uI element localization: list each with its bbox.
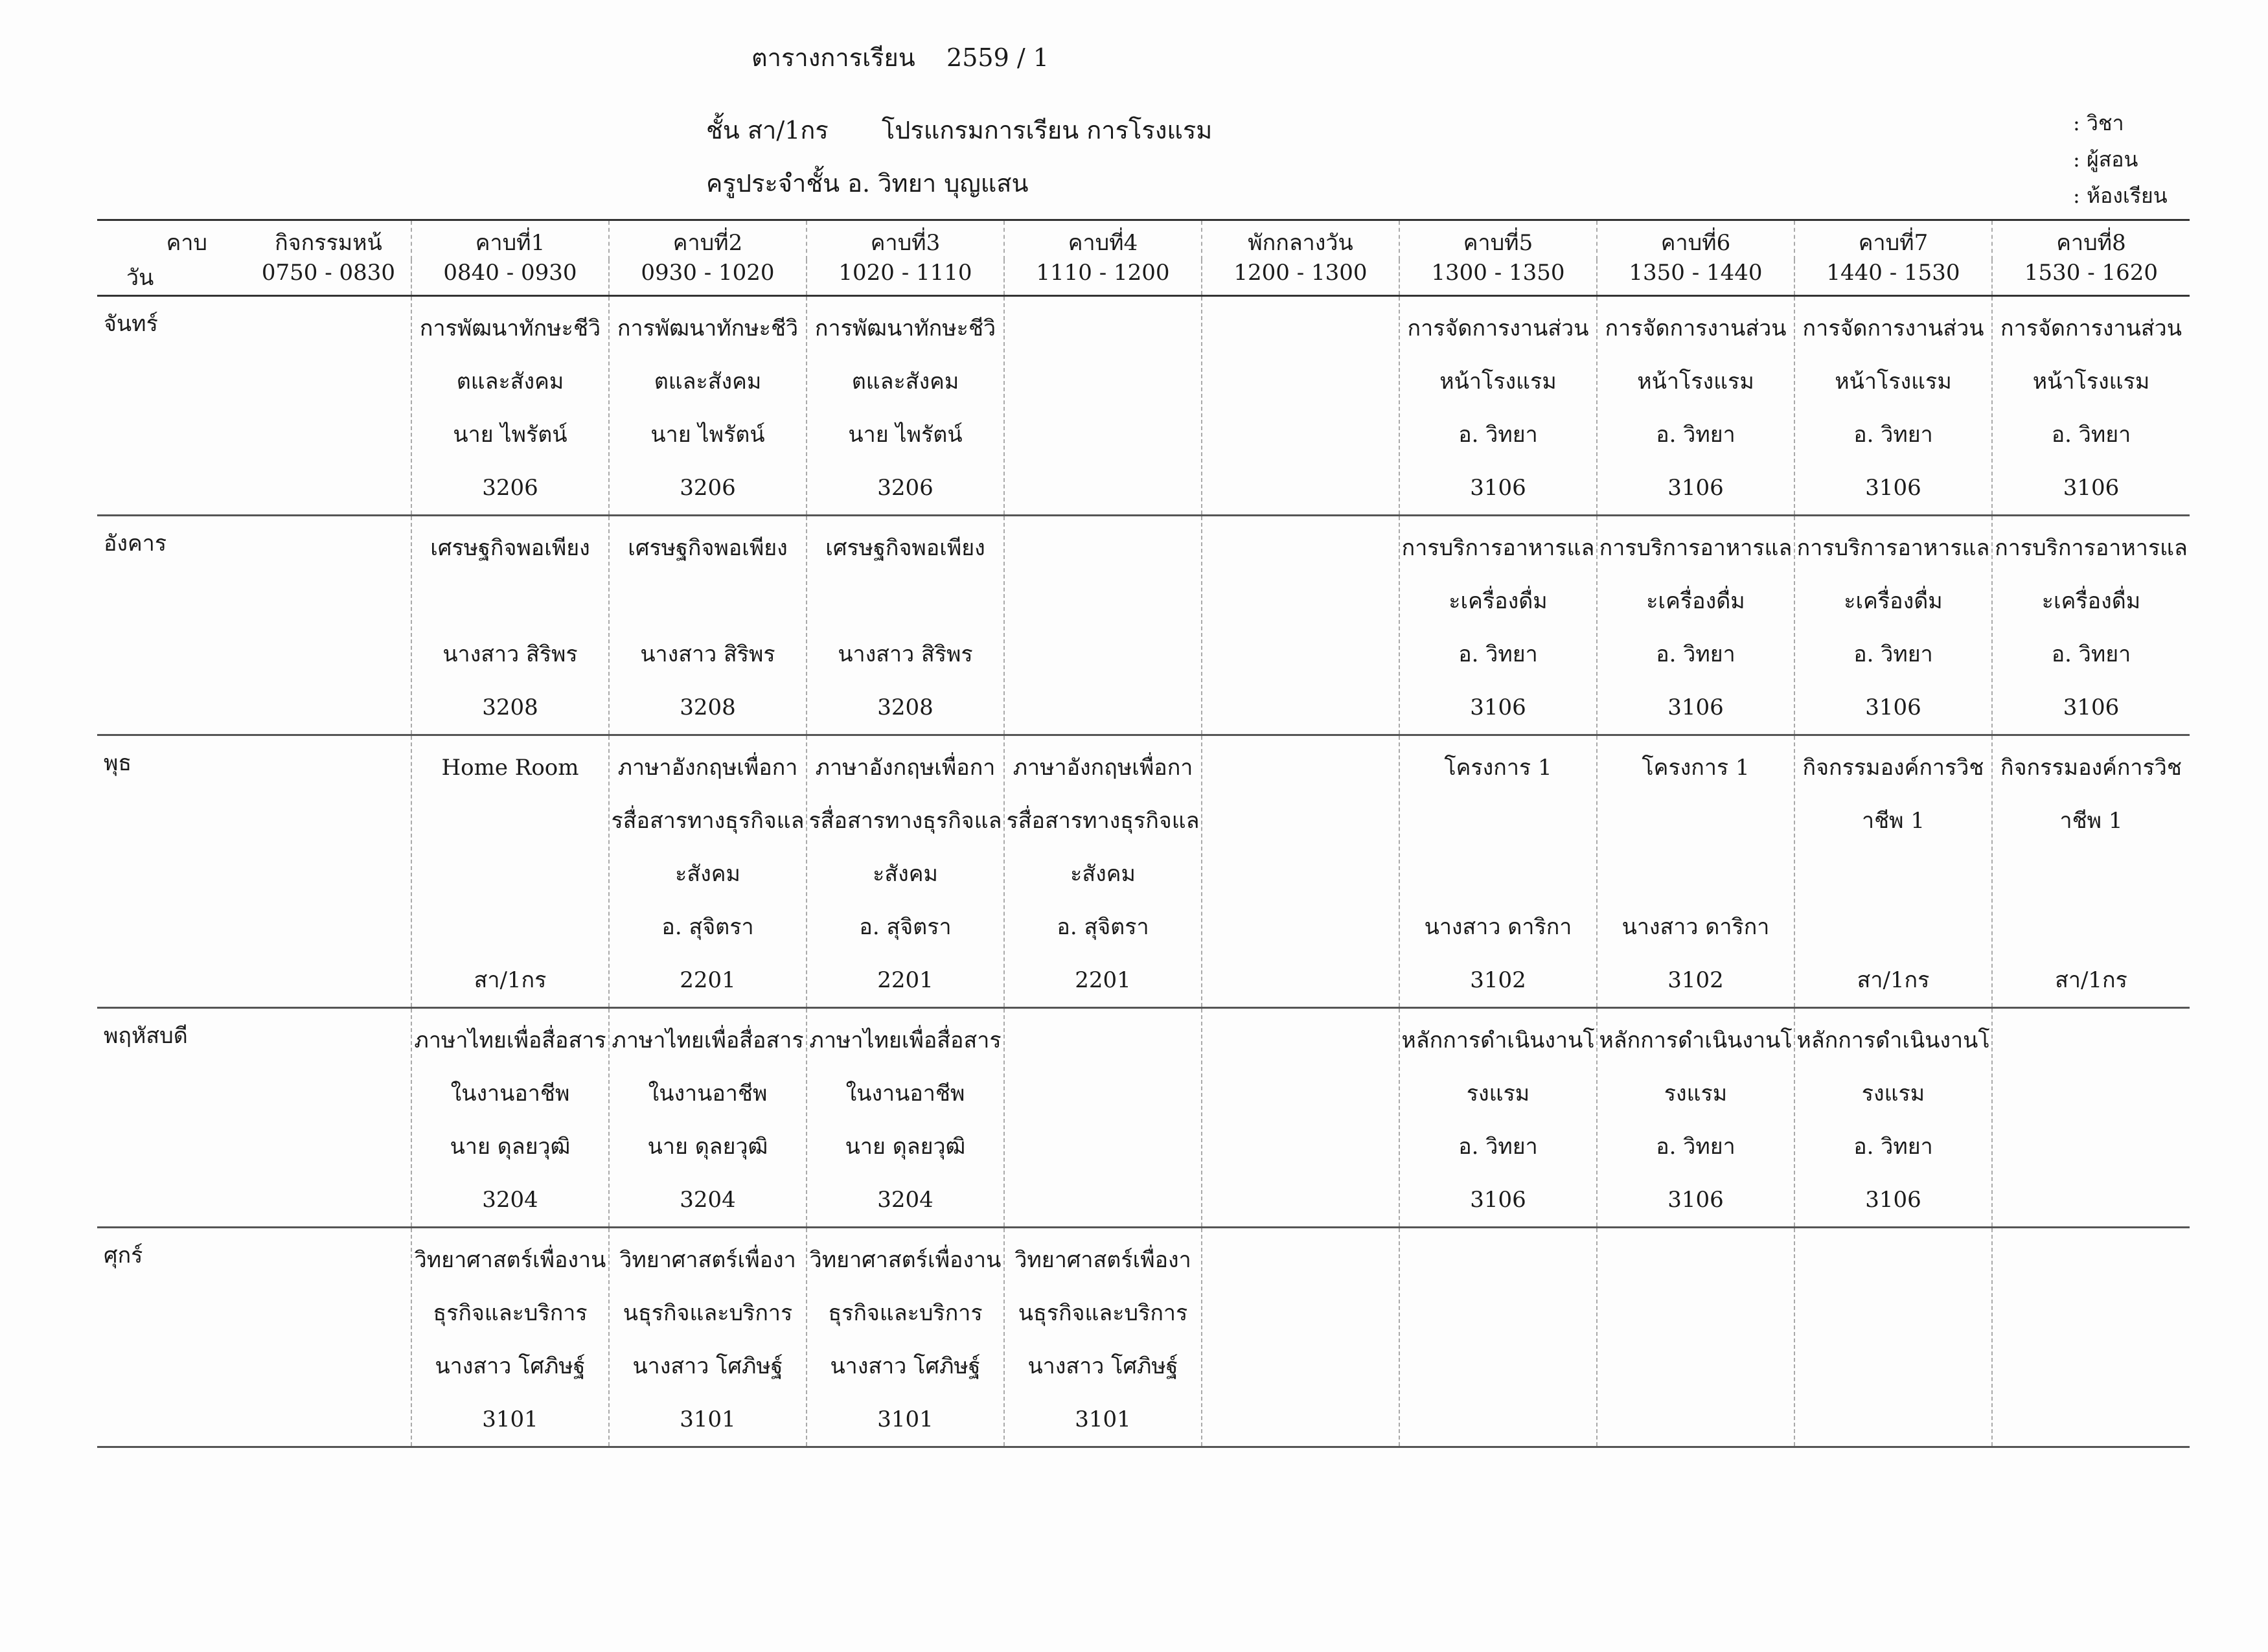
cell-line: ภาษาอังกฤษเพื่อกา xyxy=(617,755,798,781)
timetable-cell xyxy=(1004,296,1202,516)
cell-content xyxy=(807,297,1003,514)
cell-line: การจัดการงานส่วน xyxy=(2000,315,2182,341)
cell-line xyxy=(807,575,1003,628)
cell-line: ะสังคม xyxy=(873,861,938,887)
cell-line xyxy=(1795,901,1991,954)
timetable-cell xyxy=(1597,516,1794,735)
cell-content xyxy=(1993,1228,2190,1233)
cell-content xyxy=(246,736,411,741)
day-row xyxy=(97,1008,2190,1228)
cell-line: หลักการดำเนินงานโ xyxy=(1796,1027,1990,1053)
timetable-cell xyxy=(1004,1228,1202,1447)
legend-room: : ห้องเรียน xyxy=(2073,183,2168,208)
cell-content xyxy=(807,516,1003,734)
timetable-cell xyxy=(1597,735,1794,1008)
timetable-cell xyxy=(1399,735,1597,1008)
cell-line: ภาษาไทยเพื่อสื่อสาร xyxy=(612,1027,804,1053)
cell-content xyxy=(1598,1009,1794,1226)
legend-subject: : วิชา xyxy=(2073,111,2124,135)
cell-content xyxy=(1005,516,1201,522)
cell-line: 2201 xyxy=(680,967,736,993)
timetable-cell xyxy=(246,516,411,735)
column-time: 1200 - 1300 xyxy=(1202,260,1399,296)
column-label: คาบที่2 xyxy=(609,220,807,260)
cell-content xyxy=(1795,1228,1991,1233)
legend-teacher: : ผู้สอน xyxy=(2073,147,2138,172)
cell-content xyxy=(1202,516,1399,522)
timetable-cell xyxy=(246,735,411,1008)
cell-line: 3208 xyxy=(877,694,934,720)
cell-content xyxy=(412,736,608,1007)
cell-content xyxy=(1202,1228,1399,1233)
cell-line: การบริการอาหารแล xyxy=(1599,535,1793,561)
cell-line: นาย ดุลยวุฒิ xyxy=(647,1134,768,1160)
legend xyxy=(2073,105,2168,214)
timetable-cell xyxy=(807,1008,1004,1228)
cell-content xyxy=(610,1228,806,1446)
cell-line xyxy=(1400,847,1596,901)
cell-line: รสื่อสารทางธุรกิจแล xyxy=(611,808,805,834)
cell-line: การจัดการงานส่วน xyxy=(1407,315,1589,341)
timetable-cell xyxy=(1202,1008,1399,1228)
corner-day-label: วัน xyxy=(97,260,246,296)
cell-content xyxy=(1400,1009,1596,1226)
cell-content xyxy=(1795,736,1991,1007)
timetable-cell xyxy=(1399,516,1597,735)
cell-line: ตและสังคม xyxy=(851,369,959,395)
column-time: 1530 - 1620 xyxy=(1992,260,2190,296)
cell-line: สา/1กร xyxy=(2055,967,2127,993)
timetable-cell xyxy=(1202,516,1399,735)
day-name: ศุกร์ xyxy=(97,1228,246,1447)
cell-line xyxy=(412,794,608,847)
cell-line: ภาษาไทยเพื่อสื่อสาร xyxy=(414,1027,606,1053)
cell-line xyxy=(412,575,608,628)
cell-content xyxy=(412,1228,608,1446)
timetable-cell xyxy=(807,296,1004,516)
cell-content xyxy=(610,736,806,1007)
cell-content xyxy=(1400,736,1596,1007)
cell-line: ะเครื่องดื่ม xyxy=(2041,588,2141,614)
cell-line: าชีพ 1 xyxy=(1861,808,1925,834)
cell-content xyxy=(610,297,806,514)
cell-line: ตและสังคม xyxy=(654,369,762,395)
cell-line: อ. วิทยา xyxy=(1458,422,1538,448)
cell-line: ะสังคม xyxy=(675,861,740,887)
cell-content xyxy=(1598,1228,1794,1233)
column-time: 1350 - 1440 xyxy=(1597,260,1794,296)
cell-content xyxy=(1005,1228,1201,1446)
cell-line: หน้าโรงแรม xyxy=(2032,369,2150,395)
timetable-cell xyxy=(807,1228,1004,1447)
column-label: คาบที่3 xyxy=(807,220,1004,260)
timetable-cell xyxy=(1597,296,1794,516)
cell-line: หน้าโรงแรม xyxy=(1637,369,1754,395)
cell-content xyxy=(1598,297,1794,514)
column-time: 0840 - 0930 xyxy=(411,260,609,296)
cell-line: นางสาว สิริพร xyxy=(838,641,973,667)
timetable-cell xyxy=(1004,1008,1202,1228)
cell-line: รงแรม xyxy=(1861,1081,1925,1107)
cell-content xyxy=(246,516,411,522)
cell-line: 3101 xyxy=(877,1406,934,1432)
cell-line: ะสังคม xyxy=(1070,861,1136,887)
cell-line: ะเครื่องดื่ม xyxy=(1844,588,1943,614)
column-time: 0930 - 1020 xyxy=(609,260,807,296)
cell-line: หน้าโรงแรม xyxy=(1439,369,1557,395)
cell-line: ในงานอาชีพ xyxy=(648,1081,768,1107)
cell-line: การพัฒนาทักษะชีวิ xyxy=(814,315,996,341)
timetable-cell xyxy=(1597,1008,1794,1228)
timetable-cell xyxy=(1794,516,1992,735)
class-info xyxy=(706,110,1212,150)
cell-line: นางสาว โศภิษฐ์ xyxy=(830,1353,981,1379)
cell-line: หน้าโรงแรม xyxy=(1835,369,1952,395)
cell-line xyxy=(412,847,608,901)
cell-line: 3106 xyxy=(2063,694,2120,720)
cell-line: นางสาว สิริพร xyxy=(442,641,578,667)
cell-content xyxy=(1202,736,1399,741)
timetable-cell xyxy=(246,296,411,516)
cell-line: 3106 xyxy=(1865,475,1921,501)
cell-line: รงแรม xyxy=(1466,1081,1530,1107)
cell-content xyxy=(1795,297,1991,514)
cell-line xyxy=(610,575,806,628)
program-label: โปรแกรมการเรียน การโรงแรม xyxy=(881,116,1213,144)
timetable-cell xyxy=(1399,296,1597,516)
cell-line: การพัฒนาทักษะชีวิ xyxy=(419,315,601,341)
timetable xyxy=(97,219,2190,1448)
cell-content xyxy=(412,1009,608,1226)
timetable-cell xyxy=(1004,735,1202,1008)
cell-line: ภาษาอังกฤษเพื่อกา xyxy=(1013,755,1193,781)
timetable-cell xyxy=(1794,1228,1992,1447)
timetable-cell xyxy=(807,735,1004,1008)
cell-line: การบริการอาหารแล xyxy=(1995,535,2188,561)
corner-period-label: คาบ xyxy=(97,220,246,260)
cell-line: 3204 xyxy=(680,1187,736,1213)
cell-content xyxy=(1005,1009,1201,1014)
cell-line: นาย ไพรัตน์ xyxy=(848,422,963,448)
column-time: 1020 - 1110 xyxy=(807,260,1004,296)
cell-line: Home Room xyxy=(441,755,579,781)
cell-content xyxy=(1202,1009,1399,1014)
cell-line: ภาษาอังกฤษเพื่อกา xyxy=(815,755,996,781)
cell-line: นาย ดุลยวุฒิ xyxy=(450,1134,571,1160)
cell-line xyxy=(1400,794,1596,847)
timetable-cell xyxy=(609,735,807,1008)
cell-line: วิทยาศาสตร์เพื่องาน xyxy=(414,1247,606,1273)
cell-line: 3106 xyxy=(1470,475,1526,501)
cell-line: วิทยาศาสตร์เพื่องา xyxy=(619,1247,796,1273)
cell-content xyxy=(1202,297,1399,302)
cell-content xyxy=(246,297,411,302)
cell-content xyxy=(246,1228,411,1233)
day-row xyxy=(97,296,2190,516)
cell-line: 3106 xyxy=(1865,694,1921,720)
cell-line: ะเครื่องดื่ม xyxy=(1646,588,1745,614)
cell-line: นางสาว โศภิษฐ์ xyxy=(1027,1353,1178,1379)
cell-line: 3101 xyxy=(482,1406,538,1432)
cell-line: นางสาว ดาริกา xyxy=(1621,914,1770,940)
cell-line: 3106 xyxy=(1667,475,1724,501)
timetable-cell xyxy=(1794,735,1992,1008)
cell-line xyxy=(1993,901,2190,954)
cell-line xyxy=(1598,847,1794,901)
cell-line: หลักการดำเนินงานโ xyxy=(1599,1027,1793,1053)
cell-content xyxy=(1993,736,2190,1007)
cell-line: 3106 xyxy=(2063,475,2120,501)
cell-line: ะเครื่องดื่ม xyxy=(1449,588,1548,614)
timetable-cell xyxy=(609,516,807,735)
column-time: 1110 - 1200 xyxy=(1004,260,1202,296)
document-title xyxy=(751,38,1049,77)
column-label: คาบที่6 xyxy=(1597,220,1794,260)
cell-line: โครงการ 1 xyxy=(1444,755,1552,781)
cell-line: รสื่อสารทางธุรกิจแล xyxy=(808,808,1002,834)
cell-line: อ. วิทยา xyxy=(1656,422,1735,448)
cell-line: ภาษาไทยเพื่อสื่อสาร xyxy=(809,1027,1002,1053)
cell-line: หลักการดำเนินงานโ xyxy=(1401,1027,1595,1053)
timetable-cell xyxy=(1399,1008,1597,1228)
timetable-cell xyxy=(807,516,1004,735)
cell-line: นธุรกิจและบริการ xyxy=(1018,1300,1188,1326)
column-label: พักกลางวัน xyxy=(1202,220,1399,260)
timetable-cell xyxy=(411,735,609,1008)
cell-content xyxy=(1598,516,1794,734)
timetable-cell xyxy=(1597,1228,1794,1447)
cell-content xyxy=(1795,516,1991,734)
timetable-cell xyxy=(246,1228,411,1447)
cell-content xyxy=(1795,1009,1991,1226)
cell-line: อ. วิทยา xyxy=(2051,641,2131,667)
cell-line: 3106 xyxy=(1470,694,1526,720)
cell-content xyxy=(246,1009,411,1014)
cell-line: อ. วิทยา xyxy=(1853,1134,1933,1160)
cell-line: วิทยาศาสตร์เพื่องาน xyxy=(809,1247,1002,1273)
cell-line: 3106 xyxy=(1470,1187,1526,1213)
cell-content xyxy=(1993,297,2190,514)
cell-line: การจัดการงานส่วน xyxy=(1802,315,1984,341)
timetable-cell xyxy=(411,1008,609,1228)
cell-line: 2201 xyxy=(877,967,934,993)
cell-line: อ. วิทยา xyxy=(1853,422,1933,448)
cell-line: สา/1กร xyxy=(474,967,547,993)
cell-content xyxy=(807,736,1003,1007)
day-row xyxy=(97,516,2190,735)
cell-line: การบริการอาหารแล xyxy=(1401,535,1595,561)
day-name: อังคาร xyxy=(97,516,246,735)
cell-line: 3106 xyxy=(1865,1187,1921,1213)
cell-line: เศรษฐกิจพอเพียง xyxy=(825,535,985,561)
cell-line: 3206 xyxy=(482,475,538,501)
cell-line: อ. สุจิตรา xyxy=(859,914,952,940)
cell-content xyxy=(1400,297,1596,514)
cell-content xyxy=(610,1009,806,1226)
timetable-cell xyxy=(609,296,807,516)
timetable-cell xyxy=(1992,516,2190,735)
cell-content xyxy=(412,297,608,514)
cell-line: อ. สุจิตรา xyxy=(661,914,754,940)
cell-line: นางสาว โศภิษฐ์ xyxy=(435,1353,586,1379)
cell-line: ในงานอาชีพ xyxy=(450,1081,570,1107)
cell-content xyxy=(1993,516,2190,734)
cell-content xyxy=(807,1009,1003,1226)
cell-content xyxy=(1400,1228,1596,1233)
column-label: คาบที่5 xyxy=(1399,220,1597,260)
header-row-times xyxy=(97,260,2190,296)
timetable-cell xyxy=(411,296,609,516)
cell-content xyxy=(1005,297,1201,302)
cell-line: เศรษฐกิจพอเพียง xyxy=(628,535,788,561)
cell-line: สา/1กร xyxy=(1857,967,1930,993)
cell-line: โครงการ 1 xyxy=(1642,755,1750,781)
cell-line: การจัดการงานส่วน xyxy=(1605,315,1787,341)
class-label: ชั้น สา/1กร xyxy=(706,116,829,144)
day-name: พฤหัสบดี xyxy=(97,1008,246,1228)
timetable-cell xyxy=(609,1228,807,1447)
timetable-cell xyxy=(1992,735,2190,1008)
column-label: คาบที่4 xyxy=(1004,220,1202,260)
cell-line: อ. วิทยา xyxy=(1656,1134,1735,1160)
cell-line: ธุรกิจและบริการ xyxy=(433,1300,588,1326)
cell-line: รสื่อสารทางธุรกิจแล xyxy=(1006,808,1200,834)
timetable-cell xyxy=(1399,1228,1597,1447)
day-name: พุธ xyxy=(97,735,246,1008)
day-name: จันทร์ xyxy=(97,296,246,516)
cell-line: ตและสังคม xyxy=(456,369,564,395)
cell-line: ธุรกิจและบริการ xyxy=(828,1300,983,1326)
cell-line: นธุรกิจและบริการ xyxy=(623,1300,793,1326)
cell-line: วิทยาศาสตร์เพื่องา xyxy=(1014,1247,1191,1273)
cell-content xyxy=(1005,736,1201,1007)
cell-content xyxy=(807,1228,1003,1446)
cell-line: ในงานอาชีพ xyxy=(845,1081,965,1107)
cell-line: อ. วิทยา xyxy=(1656,641,1735,667)
cell-line xyxy=(1795,847,1991,901)
cell-line: 3106 xyxy=(1667,1187,1724,1213)
cell-line: นาย ดุลยวุฒิ xyxy=(845,1134,966,1160)
cell-line: อ. วิทยา xyxy=(1458,641,1538,667)
timetable-cell xyxy=(609,1008,807,1228)
cell-line: 3206 xyxy=(877,475,934,501)
timetable-cell xyxy=(1202,296,1399,516)
column-label: คาบที่7 xyxy=(1794,220,1992,260)
timetable-cell xyxy=(1004,516,1202,735)
timetable-cell xyxy=(411,516,609,735)
timetable-cell xyxy=(1992,1228,2190,1447)
cell-content xyxy=(610,516,806,734)
cell-content xyxy=(412,516,608,734)
day-row xyxy=(97,735,2190,1008)
cell-line xyxy=(1993,847,2190,901)
cell-line: 2201 xyxy=(1075,967,1131,993)
timetable-cell xyxy=(1794,1008,1992,1228)
timetable-cell xyxy=(411,1228,609,1447)
cell-line: 3208 xyxy=(482,694,538,720)
cell-line: นางสาว สิริพร xyxy=(640,641,775,667)
cell-line: กิจกรรมองค์การวิช xyxy=(2000,755,2182,781)
cell-line xyxy=(412,901,608,954)
cell-line: เศรษฐกิจพอเพียง xyxy=(430,535,590,561)
cell-line: 3106 xyxy=(1667,694,1724,720)
cell-line: นางสาว โศภิษฐ์ xyxy=(632,1353,783,1379)
column-time: 1300 - 1350 xyxy=(1399,260,1597,296)
cell-line: อ. วิทยา xyxy=(1853,641,1933,667)
cell-line: 3101 xyxy=(1075,1406,1131,1432)
timetable-cell xyxy=(1992,1008,2190,1228)
timetable-cell xyxy=(246,1008,411,1228)
cell-line: 3206 xyxy=(680,475,736,501)
cell-line: 3204 xyxy=(482,1187,538,1213)
cell-line: นาย ไพรัตน์ xyxy=(453,422,567,448)
cell-content xyxy=(1993,1009,2190,1014)
cell-line: 3101 xyxy=(680,1406,736,1432)
timetable-cell xyxy=(1794,296,1992,516)
cell-line: รงแรม xyxy=(1664,1081,1728,1107)
cell-line xyxy=(1598,794,1794,847)
homeroom-teacher: ครูประจำชั้น อ. วิทยา บุญแสน xyxy=(706,169,1029,198)
cell-line: นาย ไพรัตน์ xyxy=(650,422,765,448)
header-row-labels xyxy=(97,220,2190,260)
cell-line: 3102 xyxy=(1667,967,1724,993)
column-label: คาบที่1 xyxy=(411,220,609,260)
cell-line: การพัฒนาทักษะชีวิ xyxy=(617,315,799,341)
column-time: 0750 - 0830 xyxy=(246,260,411,296)
cell-line: 3204 xyxy=(877,1187,934,1213)
timetable-cell xyxy=(1202,1228,1399,1447)
cell-line: อ. วิทยา xyxy=(2051,422,2131,448)
cell-content xyxy=(1598,736,1794,1007)
column-time: 1440 - 1530 xyxy=(1794,260,1992,296)
column-label: คาบที่8 xyxy=(1992,220,2190,260)
cell-line: การบริการอาหารแล xyxy=(1796,535,1990,561)
timetable-cell xyxy=(1202,735,1399,1008)
title-term: 2559 / 1 xyxy=(946,43,1049,72)
column-label: กิจกรรมหน้ xyxy=(246,220,411,260)
cell-line: าชีพ 1 xyxy=(2059,808,2123,834)
cell-line: 3208 xyxy=(680,694,736,720)
cell-line: อ. สุจิตรา xyxy=(1057,914,1149,940)
cell-line: 3102 xyxy=(1470,967,1526,993)
cell-content xyxy=(1400,516,1596,734)
cell-line: นางสาว ดาริกา xyxy=(1424,914,1572,940)
title-prefix: ตารางการเรียน xyxy=(751,43,915,72)
cell-line: กิจกรรมองค์การวิช xyxy=(1802,755,1984,781)
cell-line: อ. วิทยา xyxy=(1458,1134,1538,1160)
day-row xyxy=(97,1228,2190,1447)
timetable-cell xyxy=(1992,296,2190,516)
